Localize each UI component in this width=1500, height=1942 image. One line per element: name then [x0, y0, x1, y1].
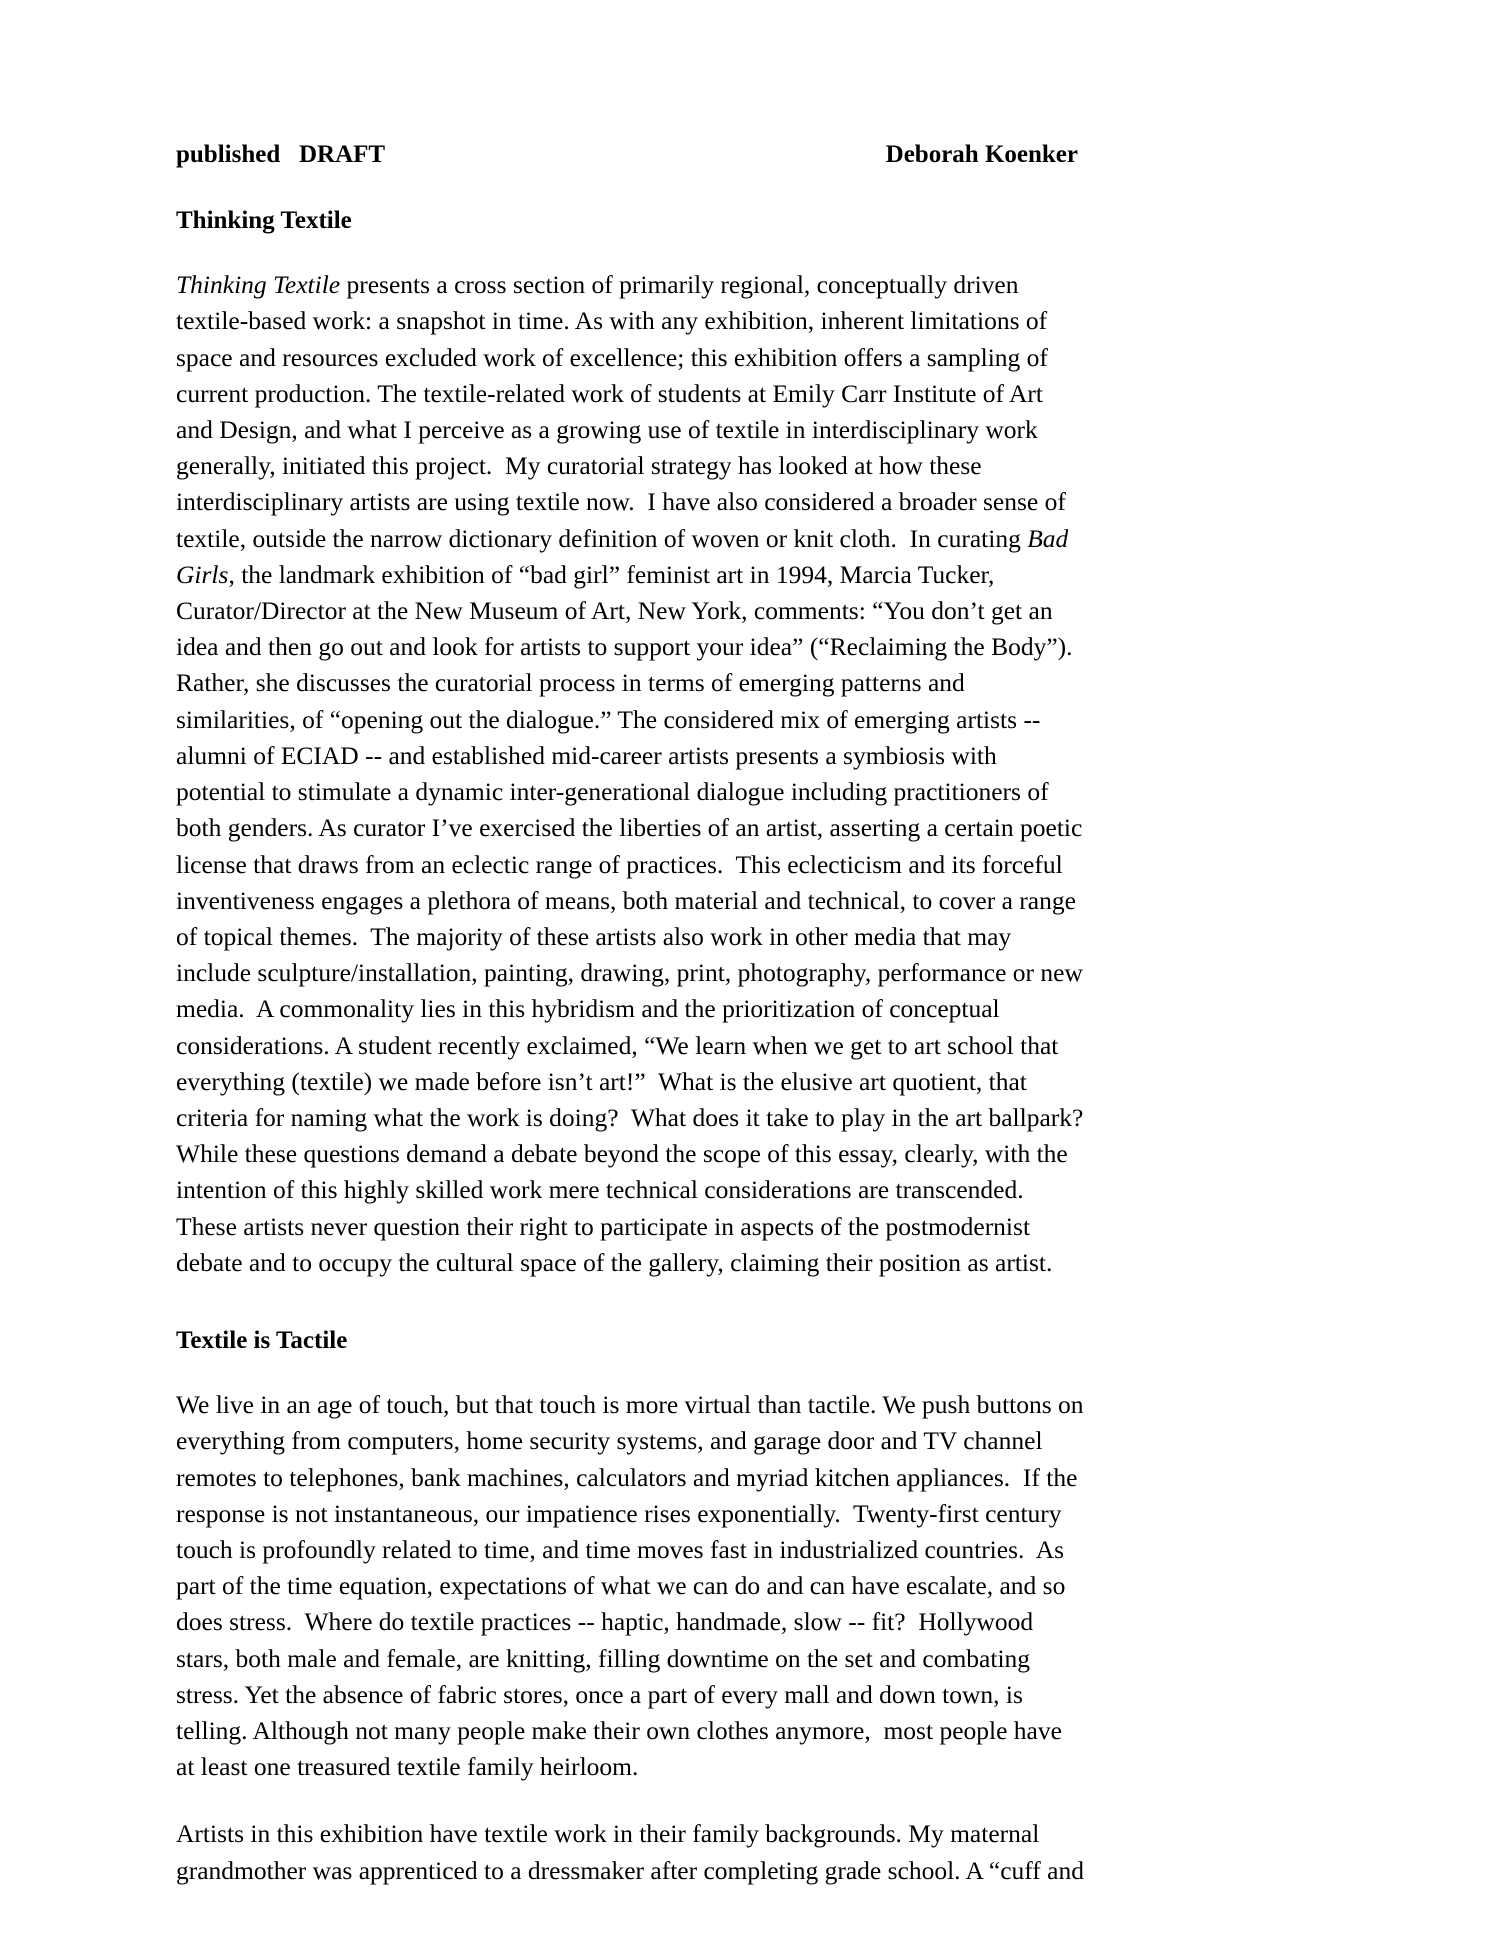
- section-heading-textile-is-tactile: Textile is Tactile: [176, 1326, 348, 1354]
- header-author-name: Deborah Koenker: [885, 141, 1078, 168]
- paragraph-text-part-1: presents a cross section of primarily regional, conceptually driven textile-based work: a snapshot in time. As with any exhibition, inherent limitations of space and resources excluded work of excellence; this exhibition offers a sampling of current production. The textile-related work of students at Emily Carr Institute of Art and Design, and what I perceive as a growing use of textile in interdisciplinary work generally, initiated this project. My curatorial strategy has looked at how these interdisciplinary artists are using textile now. I have also considered a broader sense of textile, outside the narrow dictionary definition of woven or knit cloth. In curating: [176, 270, 1073, 553]
- section-heading-thinking-textile: Thinking Textile: [176, 207, 352, 234]
- paragraph-text-part-2: , the landmark exhibition of “bad girl” feminist art in 1994, Marcia Tucker, Curator/Director at the New Museum of Art, New York, comments: “You don’t get an idea and then go out and look for artists to support your idea” (“Reclaiming the Body”). Rather, she discusses the curatorial process in terms of emerging patterns and similarities, of “opening out the dialogue.” The considered mix of emerging artists -- alumni of ECIAD -- and established mid-career artists presents a symbiosis with potential to stimulate a dynamic inter-generational dialogue including practitioners of both genders. As curator I’ve exercised the liberties of an artist, asserting a certain poetic license that draws from an eclectic range of practices. This eclecticism and its forceful inventiveness engages a plethora of means, both material and technical, to cover a range of topical themes. The majority of these artists also work in other media that may include sculpture/installation, painting, drawing, print, photography, performance or new media. A commonality lies in this hybridism and the prioritization of conceptual considerations. A student recently exclaimed, “We learn when we get to art school that everything (textile) we made before isn’t art!” What is the elusive art quotient, that criteria for naming what the work is doing? What does it take to play in the art ballpark? While these questions demand a debate beyond the scope of this essay, clearly, with the intention of this highly skilled work mere technical considerations are transcended. These artists never question their right to participate in aspects of the postmodernist debate and to occupy the cultural space of the gallery, claiming their position as artist.: [176, 559, 1096, 1277]
- document-content: [176, 140, 1096, 1889]
- italic-title-thinking-textile: Thinking Textile: [176, 270, 341, 300]
- document-header: [176, 140, 1086, 170]
- italic-title-bad-girls: Bad Girls: [176, 523, 1075, 589]
- paragraph-thinking-textile: [176, 267, 1096, 1281]
- paragraph-artists-family-backgrounds: Artists in this exhibition have textile work in their family backgrounds. My maternal grandmother was apprenticed to a dressmaker after completing grade school. A “cuff and: [176, 1819, 1084, 1885]
- paragraph-textile-is-tactile: We live in an age of touch, but that touch is more virtual than tactile. We push buttons on everything from computers, home security systems, and garage door and TV channel remotes to telephones, bank machines, calculators and myriad kitchen appliances. If the response is not instantaneous, our impatience rises exponentially. Twenty-first century touch is profoundly related to time, and time moves fast in industrialized countries. As part of the time equation, expectations of what we can do and can have escalate, and so does stress. Where do textile practices -- haptic, handmade, slow -- fit? Hollywood stars, both male and female, are knitting, filling downtime on the set and combating stress. Yet the absence of fabric stores, once a part of every mall and down town, is telling. Although not many people make their own clothes anymore, most people have at least one treasured textile family heirloom.: [176, 1390, 1090, 1782]
- header-status-label: published DRAFT: [176, 141, 386, 168]
